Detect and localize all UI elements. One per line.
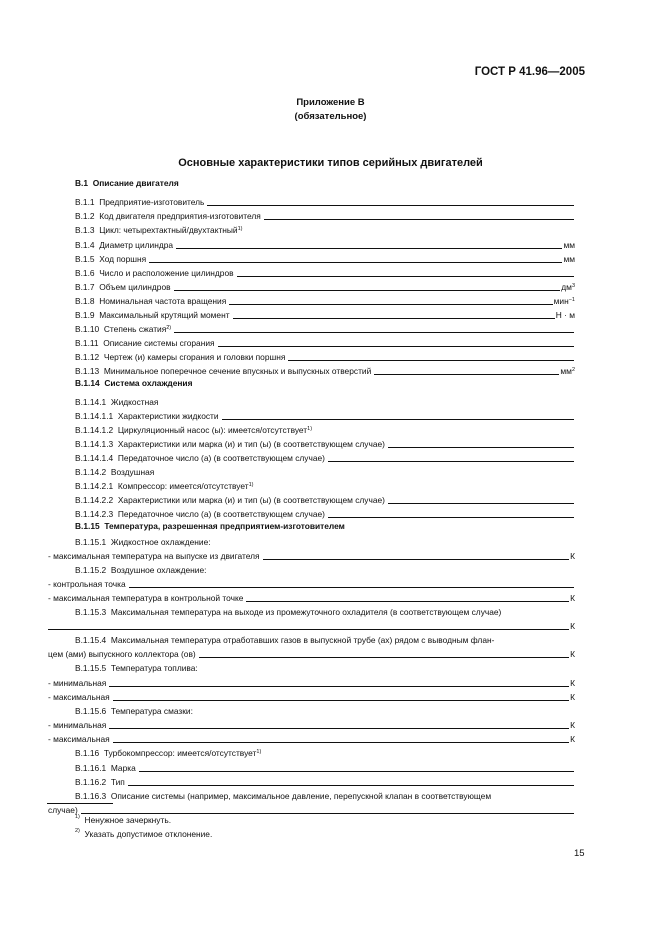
section-heading — [75, 177, 575, 189]
item-number: В.1.14.2.2 — [75, 495, 114, 505]
form-line — [75, 438, 575, 450]
item-number: В.1.12 — [75, 352, 100, 362]
item-number: В.1.16.3 — [75, 791, 107, 801]
item-number: В.1.5 — [75, 254, 95, 264]
line-text — [75, 323, 171, 335]
fill-in-line[interactable] — [218, 346, 574, 347]
line-text — [75, 508, 325, 520]
line-text — [48, 677, 106, 689]
item-number: В.1.14.2.1 — [75, 481, 114, 491]
line-text — [48, 648, 196, 660]
fill-in-line[interactable] — [81, 813, 574, 814]
item-number: В.1.13 — [75, 366, 100, 376]
item-label: Диаметр цилиндра — [99, 240, 174, 250]
item-number: В.1.15.3 — [75, 607, 107, 617]
item-number: В.1.8 — [75, 296, 95, 306]
item-number: В.1.15.4 — [75, 635, 107, 645]
item-label: Ход поршня — [99, 254, 147, 264]
form-line — [75, 466, 575, 478]
item-number: В.1.14.1.2 — [75, 425, 114, 435]
item-number: В.1 — [75, 178, 89, 188]
item-label: Жидкостная — [110, 397, 159, 407]
footnote-ref: 1) — [307, 426, 313, 432]
section-heading — [75, 520, 575, 532]
form-line — [75, 662, 575, 674]
item-label: Описание системы (например, максимальное давление, перепускной клапан в соответствующем — [110, 791, 492, 801]
fill-in-line[interactable] — [328, 517, 574, 518]
form-line — [75, 410, 575, 422]
fill-in-line[interactable] — [113, 742, 569, 743]
form-line — [75, 508, 575, 520]
form-line — [75, 365, 575, 377]
form-line — [75, 762, 575, 774]
item-number: В.1.11 — [75, 338, 99, 348]
fill-in-line[interactable] — [374, 374, 559, 375]
fill-in-line[interactable] — [388, 503, 574, 504]
item-label: - максимальная температура на выпуске из двигателя — [48, 551, 260, 561]
fill-in-line[interactable] — [174, 332, 574, 333]
form-line — [75, 776, 575, 788]
item-label: Характеристики или марка (и) и тип (ы) (в соответствующем случае) — [117, 495, 385, 505]
line-text — [75, 337, 215, 349]
form-line — [75, 424, 575, 436]
item-label: Температура смазки: — [110, 706, 193, 716]
item-number: В.1.14.1 — [75, 397, 107, 407]
item-label: Марка — [110, 763, 136, 773]
fill-in-line[interactable] — [263, 559, 570, 560]
form-line — [75, 564, 575, 576]
section-heading — [75, 377, 575, 389]
item-number: В.1.10 — [75, 324, 100, 334]
fill-in-line[interactable] — [174, 290, 561, 291]
item-label: Передаточное число (а) (в соответствующем случае) — [117, 509, 325, 519]
item-label: Максимальная температура отработавших газов в выпускной трубе (ах) рядом с выводным флан- — [110, 635, 495, 645]
form-line — [75, 267, 575, 279]
item-label: Код двигателя предприятия-изготовителя — [99, 211, 261, 221]
blank-line — [48, 620, 575, 632]
fill-in-line[interactable] — [237, 276, 574, 277]
item-number: В.1.4 — [75, 240, 95, 250]
line-text — [48, 733, 110, 745]
footnote-mark: 1) — [75, 814, 80, 820]
footnote-ref: 1) — [237, 226, 243, 232]
item-label: - максимальная температура в контрольной точке — [48, 593, 244, 603]
fill-in-line[interactable] — [48, 629, 569, 630]
item-label: Температура, разрешенная предприятием-изготовителем — [104, 521, 345, 531]
line-text — [75, 295, 226, 307]
form-line — [75, 210, 575, 222]
item-label: Передаточное число (а) (в соответствующем случае) — [117, 453, 325, 463]
item-label: Жидкостное охлаждение: — [110, 537, 211, 547]
form-line — [75, 790, 575, 802]
line-text — [75, 253, 146, 265]
line-text — [75, 790, 491, 802]
line-text — [48, 804, 78, 816]
item-number: В.1.6 — [75, 268, 95, 278]
form-line — [75, 351, 575, 363]
item-number: В.1.2 — [75, 211, 95, 221]
line-text — [75, 396, 158, 408]
item-label: цем (ами) выпускного коллектора (ов) — [48, 649, 196, 659]
line-text — [75, 747, 261, 759]
unit-label: $мм^2$ — [560, 366, 575, 376]
line-text — [75, 564, 206, 576]
form-line — [75, 309, 575, 321]
line-text — [75, 762, 136, 774]
line-text — [75, 606, 501, 618]
unit-label: К — [570, 551, 575, 561]
fill-in-line[interactable] — [233, 318, 555, 319]
item-label: - максимальная — [48, 734, 110, 744]
unit-label: К — [570, 593, 575, 603]
item-label: Характеристики или марка (и) и тип (ы) (в соответствующем случае) — [117, 439, 385, 449]
line-text — [75, 776, 125, 788]
form-line — [48, 677, 575, 689]
item-label: Компрессор: имеется/отсутствует — [117, 481, 249, 491]
fill-in-line[interactable] — [199, 657, 569, 658]
form-line — [75, 337, 575, 349]
item-label: Воздушная — [110, 467, 155, 477]
form-line — [75, 536, 575, 548]
footnote-ref: 1) — [256, 749, 262, 755]
unit-label: К — [570, 734, 575, 744]
item-label: случае) — [48, 805, 78, 815]
form-line — [48, 578, 575, 590]
line-text — [75, 452, 325, 464]
item-label: Число и расположение цилиндров — [99, 268, 234, 278]
item-label: Максимальный крутящий момент — [99, 310, 230, 320]
line-text — [75, 438, 385, 450]
appendix-subtitle: (обязательное) — [294, 111, 367, 122]
fill-in-line[interactable] — [207, 205, 574, 206]
item-number: В.1.15 — [75, 521, 100, 531]
item-label: Предприятие-изготовитель — [99, 197, 205, 207]
item-number: В.1.14.1.4 — [75, 453, 114, 463]
item-label: Характеристики жидкости — [117, 411, 219, 421]
item-label: Воздушное охлаждение: — [110, 565, 207, 575]
fill-in-line[interactable] — [109, 728, 569, 729]
line-text — [48, 592, 243, 604]
line-text — [75, 210, 261, 222]
form-line — [48, 733, 575, 745]
line-text — [75, 267, 234, 279]
item-label: Тип — [110, 777, 125, 787]
line-text — [75, 351, 285, 363]
form-line — [75, 295, 575, 307]
line-text — [48, 578, 126, 590]
item-label: - контрольная точка — [48, 579, 126, 589]
item-number: В.1.15.6 — [75, 706, 107, 716]
fill-in-line[interactable] — [128, 785, 574, 786]
unit-label: Н · м — [555, 310, 575, 320]
unit-label: К — [570, 649, 575, 659]
item-number: В.1.1 — [75, 197, 95, 207]
line-text — [75, 377, 192, 389]
form-line — [75, 452, 575, 464]
fill-in-line[interactable] — [288, 360, 574, 361]
footnote-text: Указать допустимое отклонение. — [84, 829, 213, 839]
fill-in-line[interactable] — [246, 601, 569, 602]
item-label: - минимальная — [48, 678, 107, 688]
form-line — [48, 648, 575, 660]
line-text — [75, 466, 154, 478]
item-label: Номинальная частота вращения — [99, 296, 227, 306]
appendix-title: Приложение В — [296, 97, 365, 108]
item-number: В.1.16.1 — [75, 763, 107, 773]
line-text — [75, 365, 371, 377]
line-text — [48, 719, 106, 731]
fill-in-line[interactable] — [139, 771, 574, 772]
line-text — [75, 494, 385, 506]
footnote — [75, 815, 171, 825]
unit-label: $дм^3$ — [561, 282, 575, 292]
unit-label: К — [570, 720, 575, 730]
item-label: Цикл: четырехтактный/двухтактный — [99, 225, 238, 235]
fill-in-line[interactable] — [176, 248, 562, 249]
line-text — [75, 662, 198, 674]
form-line — [75, 747, 575, 759]
item-label: Описание двигателя — [92, 178, 179, 188]
page-number: 15 — [574, 848, 585, 859]
item-number: В.1.14.2 — [75, 467, 107, 477]
item-label: Минимальное поперечное сечение впускных и выпускных отверстий — [103, 366, 372, 376]
form-line — [75, 224, 575, 236]
line-text — [75, 309, 230, 321]
unit-label: мм — [563, 254, 575, 264]
item-label: Степень сжатия — [103, 324, 167, 334]
item-number: В.1.14 — [75, 378, 100, 388]
form-line — [48, 592, 575, 604]
document-code: ГОСТ Р 41.96—2005 — [474, 66, 585, 78]
item-label: - минимальная — [48, 720, 107, 730]
line-text — [75, 705, 193, 717]
item-number: В.1.16 — [75, 748, 100, 758]
form-line — [75, 281, 575, 293]
fill-in-line[interactable] — [229, 304, 552, 305]
unit-label: К — [570, 678, 575, 688]
line-text — [75, 239, 173, 251]
fill-in-line[interactable] — [388, 447, 574, 448]
item-label: Циркуляционный насос (ы): имеется/отсутствует — [117, 425, 308, 435]
form-line — [48, 719, 575, 731]
unit-label: К — [570, 692, 575, 702]
form-line — [75, 253, 575, 265]
item-label: Максимальная температура на выходе из промежуточного охладителя (в соответствующем случае) — [110, 607, 502, 617]
fill-in-line[interactable] — [113, 700, 569, 701]
line-text — [75, 634, 494, 646]
line-text — [48, 691, 110, 703]
item-number: В.1.16.2 — [75, 777, 107, 787]
line-text — [75, 177, 179, 189]
footnote — [75, 829, 212, 839]
item-label: Система охлаждения — [104, 378, 193, 388]
form-line — [75, 705, 575, 717]
item-label: - максимальная — [48, 692, 110, 702]
item-number: В.1.3 — [75, 225, 95, 235]
form-line — [75, 323, 575, 335]
form-line — [75, 494, 575, 506]
unit-label: К — [570, 621, 575, 631]
footnote-rule — [47, 803, 113, 804]
line-text — [75, 410, 219, 422]
footnote-text: Ненужное зачеркнуть. — [84, 815, 172, 825]
item-number: В.1.9 — [75, 310, 95, 320]
line-text — [75, 536, 211, 548]
fill-in-line[interactable] — [264, 219, 574, 220]
fill-in-line[interactable] — [149, 262, 562, 263]
item-number: В.1.15.1 — [75, 537, 107, 547]
item-number: В.1.7 — [75, 282, 95, 292]
item-number: В.1.14.1.1 — [75, 411, 114, 421]
footnote-ref: 1) — [248, 482, 254, 488]
item-label: Турбокомпрессор: имеется/отсутствует — [103, 748, 257, 758]
form-line — [48, 691, 575, 703]
line-text — [75, 424, 312, 436]
line-text — [75, 224, 243, 236]
item-number: В.1.14.1.3 — [75, 439, 114, 449]
form-line — [75, 480, 575, 492]
form-line — [48, 550, 575, 562]
item-number: В.1.15.2 — [75, 565, 107, 575]
item-number: В.1.14.2.3 — [75, 509, 114, 519]
item-number: В.1.15.5 — [75, 663, 107, 673]
form-line — [75, 196, 575, 208]
form-line — [75, 239, 575, 251]
footnote-mark: 2) — [75, 828, 80, 834]
unit-label: мм — [563, 240, 575, 250]
form-line — [75, 634, 575, 646]
fill-in-line[interactable] — [129, 587, 574, 588]
line-text — [48, 550, 260, 562]
fill-in-line[interactable] — [109, 686, 569, 687]
fill-in-line[interactable] — [222, 419, 574, 420]
form-line — [75, 606, 575, 618]
line-text — [75, 480, 254, 492]
unit-label: мин$^{-1}$ — [553, 296, 575, 306]
main-title: Основные характеристики типов серийных двигателей — [178, 157, 483, 169]
line-text — [75, 520, 345, 532]
item-label: Объем цилиндров — [99, 282, 171, 292]
item-label: Описание системы сгорания — [103, 338, 215, 348]
form-line — [75, 396, 575, 408]
item-label: Температура топлива: — [110, 663, 198, 673]
item-label: Чертеж (и) камеры сгорания и головки поршня — [103, 352, 286, 362]
fill-in-line[interactable] — [328, 461, 574, 462]
line-text — [75, 196, 204, 208]
line-text — [75, 281, 171, 293]
footnote-ref: 2) — [166, 325, 172, 331]
